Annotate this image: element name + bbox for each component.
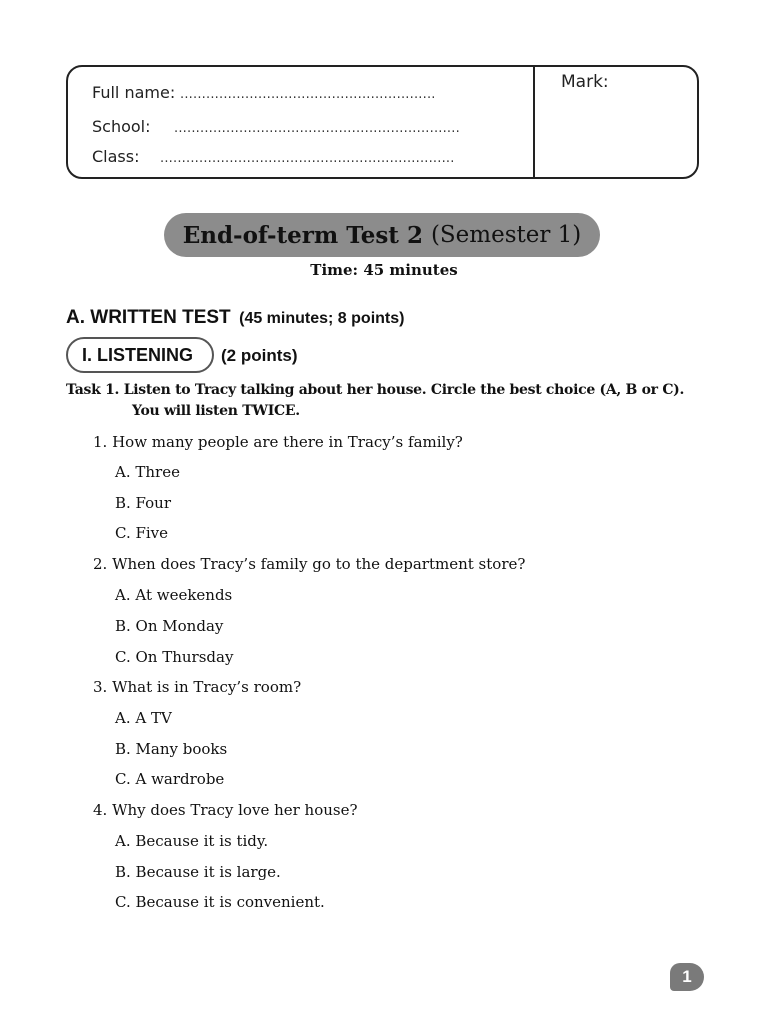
question-2: 2. When does Tracy’s family go to the department store? (93, 555, 526, 573)
task-instruction: Task 1. Listen to Tracy talking about her house. Circle the best choice (A, B or C). (66, 382, 685, 398)
page-number: 1 (670, 963, 704, 991)
info-divider (533, 67, 535, 177)
question-3-option-b[interactable]: B. Many books (115, 740, 228, 758)
listening-heading: I. LISTENING (66, 337, 214, 373)
question-1-option-b[interactable]: B. Four (115, 494, 172, 512)
full-name-field[interactable] (92, 83, 436, 102)
question-2-option-a[interactable]: A. At weekends (115, 586, 233, 604)
test-semester: (Semester 1) (430, 222, 582, 248)
school-field[interactable] (92, 117, 460, 136)
student-info-box (66, 65, 699, 179)
question-4-option-b[interactable]: B. Because it is large. (115, 863, 281, 881)
class-field[interactable] (92, 147, 455, 166)
listening-points: (2 points) (221, 346, 298, 365)
class-label: Class: (92, 147, 140, 166)
question-1: 1. How many people are there in Tracy’s family? (93, 433, 463, 451)
question-1-option-a[interactable]: A. Three (115, 463, 180, 481)
class-dots: .................................................................... (160, 151, 455, 166)
question-2-option-b[interactable]: B. On Monday (115, 617, 224, 635)
question-2-option-c[interactable]: C. On Thursday (115, 648, 234, 666)
section-a-heading (66, 307, 404, 329)
question-3-option-c[interactable]: C. A wardrobe (115, 770, 225, 788)
question-4-option-a[interactable]: A. Because it is tidy. (115, 832, 269, 850)
task-instruction-cont: You will listen TWICE. (132, 403, 300, 419)
test-title-banner (164, 213, 600, 257)
school-dots: .................................................................. (174, 121, 460, 136)
question-3-option-a[interactable]: A. A TV (115, 709, 172, 727)
full-name-dots: ........................................................... (180, 87, 436, 102)
test-title: End-of-term Test 2 (182, 221, 423, 249)
section-a-subtitle: (45 minutes; 8 points) (239, 310, 405, 327)
time-limit: Time: 45 minutes (310, 261, 458, 279)
question-4-option-c[interactable]: C. Because it is convenient. (115, 893, 325, 911)
question-3: 3. What is in Tracy’s room? (93, 678, 302, 696)
full-name-label: Full name: (92, 83, 176, 102)
school-label: School: (92, 117, 151, 136)
mark-label: Mark: (561, 72, 609, 92)
question-4: 4. Why does Tracy love her house? (93, 801, 358, 819)
question-1-option-c[interactable]: C. Five (115, 524, 169, 542)
section-a-title: A. WRITTEN TEST (66, 307, 231, 328)
